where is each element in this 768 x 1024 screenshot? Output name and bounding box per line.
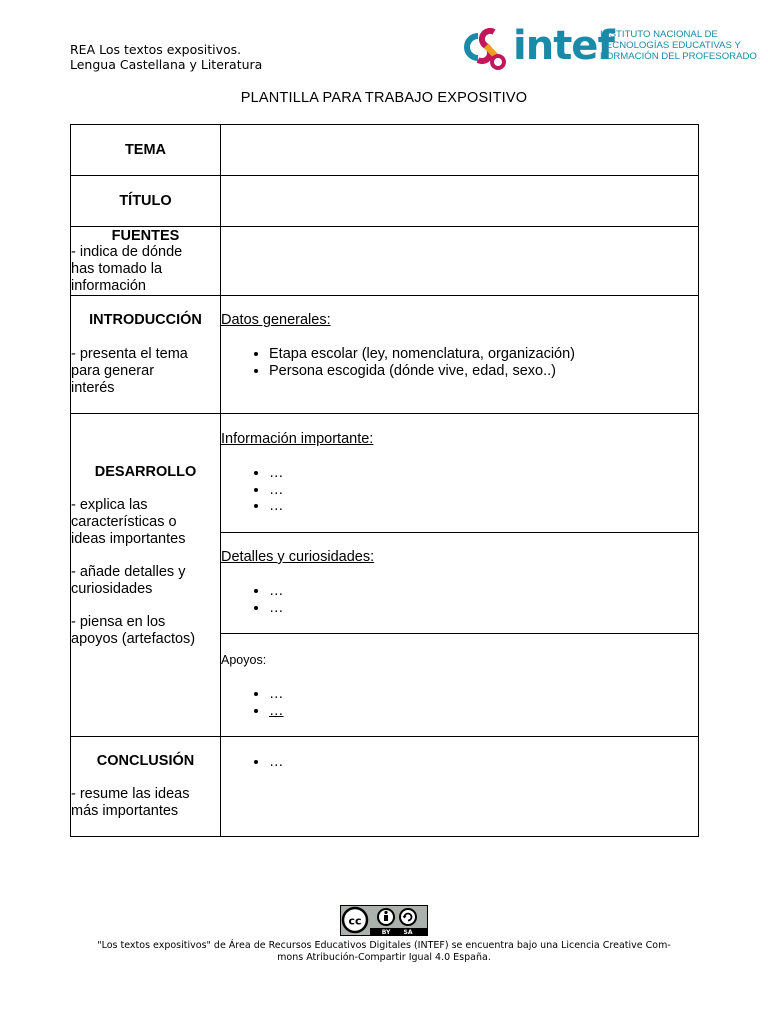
heading-detalles-curiosidades: Detalles y curiosidades: xyxy=(221,549,375,565)
row-fuentes: FUENTES - indica de dónde has tomado la información xyxy=(71,227,699,296)
list-item: • Etapa escolar (ley, nomenclatura, organización) xyxy=(269,346,698,363)
label-tema: TEMA xyxy=(124,142,167,158)
cell-fuentes xyxy=(221,227,699,296)
label-desarrollo: DESARROLLO xyxy=(94,464,197,480)
list-item: • Persona escogida (dónde vive, edad, sexo..) xyxy=(269,363,698,380)
list-item: • … xyxy=(269,583,698,600)
cell-introduccion xyxy=(221,296,699,414)
header-line-1: REA Los textos expositivos. xyxy=(70,42,242,57)
row-conclusion: CONCLUSIÓN - resume las ideas más importantes • … xyxy=(71,737,699,837)
list-item: • … xyxy=(269,465,698,482)
list-item: • … xyxy=(269,482,698,499)
list-item: • … xyxy=(269,754,698,771)
label-titulo: TÍTULO xyxy=(119,193,172,209)
document-header xyxy=(70,42,262,72)
cc-sa-text: SA xyxy=(403,929,413,936)
heading-informacion-importante: Información importante: xyxy=(221,431,374,447)
list-item: • … xyxy=(269,600,698,617)
intef-wordmark: intef xyxy=(513,23,614,69)
header-line-2: Lengua Castellana y Literatura xyxy=(70,57,263,72)
intef-logo-mark-icon xyxy=(456,24,514,74)
row-introduccion: INTRODUCCIÓN - presenta el tema para generar interés Datos generales: • Etapa escolar (ley, nomenclatura, organización) • Persona escogida (dónde vive, edad, sexo..) xyxy=(71,296,699,414)
label-conclusion: CONCLUSIÓN xyxy=(96,753,195,769)
label-fuentes: FUENTES xyxy=(111,228,180,244)
cc-by-text: BY xyxy=(381,929,391,936)
cc-badge-text: cc xyxy=(348,914,362,928)
list-item: • … xyxy=(269,703,698,720)
row-tema xyxy=(71,125,699,176)
cell-tema xyxy=(221,125,699,176)
heading-datos-generales: Datos generales: xyxy=(221,312,331,328)
row-titulo xyxy=(71,176,699,227)
label-introduccion: INTRODUCCIÓN xyxy=(89,312,202,328)
row-desarrollo-1: DESARROLLO - explica las características o ideas importantes - añade detalles y curiosidades - piensa en los apoyos (artefactos) Información importante: • … • … • … xyxy=(71,414,699,533)
cell-apoyos xyxy=(221,634,699,737)
institution-name: INSTITUTO NACIONAL DE TECNOLOGÍAS EDUCATIVAS Y FORMACIÓN DEL PROFESORADO xyxy=(600,29,757,63)
cell-titulo xyxy=(221,176,699,227)
cell-detalles-curiosidades xyxy=(221,533,699,634)
list-item: • … xyxy=(269,498,698,515)
intef-logo xyxy=(456,23,757,74)
license-notice: "Los textos expositivos" de Área de Recursos Educativos Digitales (INTEF) se encuentra bajo una Licencia Creative Com- mons Atribución-Compartir Igual 4.0 España. xyxy=(97,940,671,963)
list-item: • … xyxy=(269,686,698,703)
template-table xyxy=(70,124,699,837)
cell-conclusion xyxy=(221,737,699,837)
cell-informacion-importante xyxy=(221,414,699,533)
document-title: PLANTILLA PARA TRABAJO EXPOSITIVO xyxy=(240,90,528,106)
cc-by-sa-badge-icon xyxy=(340,905,428,936)
heading-apoyos: Apoyos: xyxy=(221,653,267,667)
